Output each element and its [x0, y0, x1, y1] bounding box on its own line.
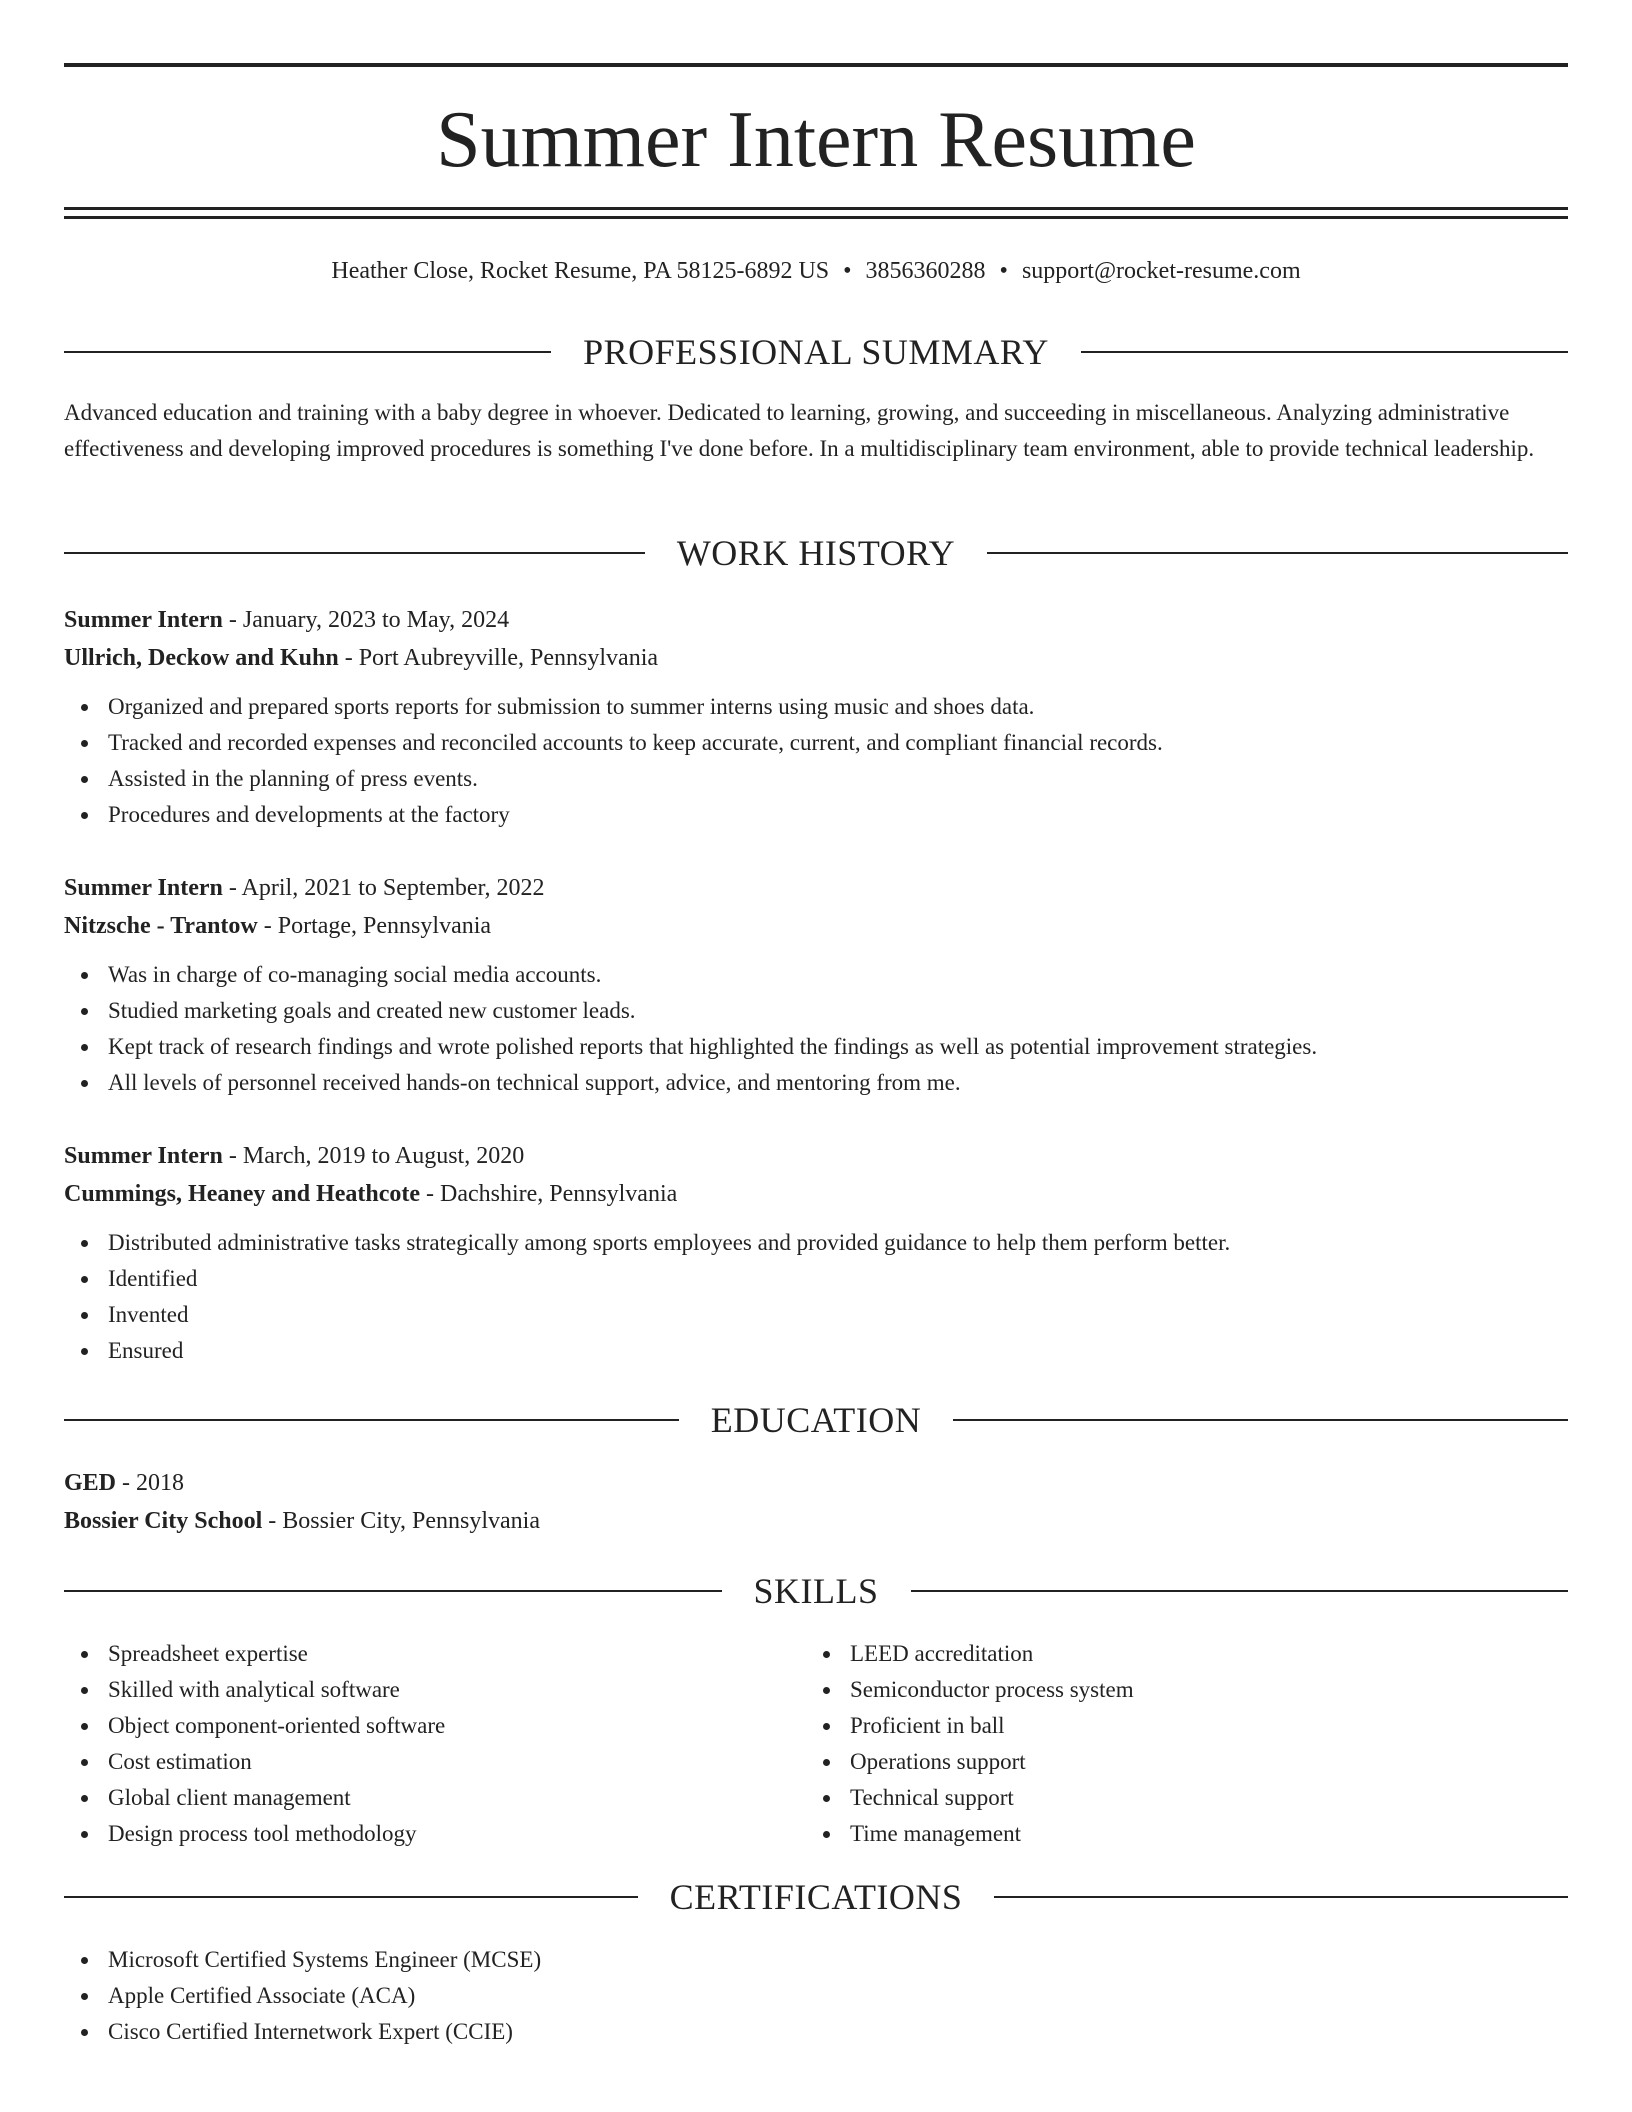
list-item: Semiconductor process system [806, 1672, 1548, 1708]
certifications-list [64, 1942, 1568, 2050]
education-degree: GED [64, 1470, 117, 1496]
divider [64, 1896, 638, 1898]
list-item: Time management [806, 1816, 1548, 1852]
list-item: Microsoft Certified Systems Engineer (MCSE) [64, 1942, 1568, 1978]
list-item: Invented [64, 1297, 1568, 1333]
divider [64, 552, 645, 554]
contact-address: Heather Close, Rocket Resume, PA 58125-6892 US [331, 258, 830, 284]
divider [987, 552, 1568, 554]
page-title: Summer Intern Resume [436, 96, 1196, 184]
skills-block [64, 1636, 1568, 1852]
section-title: WORK HISTORY [676, 533, 956, 573]
skills-columns [64, 1636, 1568, 1852]
list-item: Identified [64, 1261, 1568, 1297]
job-dates: - January, 2023 to May, 2024 [228, 607, 510, 633]
job-company-line [64, 1175, 1568, 1213]
job-title: Summer Intern [64, 1143, 223, 1169]
job-dates: - March, 2019 to August, 2020 [228, 1143, 525, 1169]
section-title: SKILLS [753, 1571, 879, 1611]
divider [994, 1896, 1568, 1898]
job-company-line [64, 907, 1568, 945]
education-year: - 2018 [122, 1470, 185, 1496]
summary-block [64, 395, 1568, 467]
contact-phone: 3856360288 [865, 258, 986, 284]
list-item: Operations support [806, 1744, 1548, 1780]
list-item: Was in charge of co-managing social media accounts. [64, 957, 1568, 993]
divider [64, 1590, 722, 1592]
education-school: Bossier City School [64, 1508, 263, 1534]
job-dates: - April, 2021 to September, 2022 [228, 875, 545, 901]
job-company-line [64, 639, 1568, 677]
list-item: LEED accreditation [806, 1636, 1548, 1672]
contact-separator: • [843, 258, 852, 284]
list-item: Organized and prepared sports reports for submission to summer interns using music and shoes data. [64, 689, 1568, 725]
top-rule [64, 63, 1568, 67]
list-item: Proficient in ball [806, 1708, 1548, 1744]
list-item: Spreadsheet expertise [64, 1636, 806, 1672]
list-item: Ensured [64, 1333, 1568, 1369]
list-item: Studied marketing goals and created new customer leads. [64, 993, 1568, 1029]
divider [64, 351, 551, 353]
contact-email: support@rocket-resume.com [1021, 258, 1301, 284]
section-heading-summary [64, 332, 1568, 372]
list-item: Tracked and recorded expenses and reconciled accounts to keep accurate, current, and compliant financial records. [64, 725, 1568, 761]
job-bullets [64, 957, 1568, 1101]
list-item: Procedures and developments at the factory [64, 797, 1568, 833]
job-title: Summer Intern [64, 607, 223, 633]
list-item: Assisted in the planning of press events. [64, 761, 1568, 797]
list-item: Design process tool methodology [64, 1816, 806, 1852]
certifications-block [64, 1942, 1568, 2050]
education-degree-line [64, 1464, 1568, 1502]
job-location: - Portage, Pennsylvania [263, 913, 492, 939]
contact-separator: • [999, 258, 1008, 284]
divider [64, 1419, 679, 1421]
skills-list-left [64, 1636, 806, 1852]
list-item: Cost estimation [64, 1744, 806, 1780]
section-title: PROFESSIONAL SUMMARY [583, 332, 1049, 372]
list-item: All levels of personnel received hands-on technical support, advice, and mentoring from me. [64, 1065, 1568, 1101]
education-location: - Bossier City, Pennsylvania [268, 1508, 540, 1534]
skills-list-right [806, 1636, 1548, 1852]
divider [1081, 351, 1568, 353]
list-item: Apple Certified Associate (ACA) [64, 1978, 1568, 2014]
job-company: Cummings, Heaney and Heathcote [64, 1181, 420, 1207]
list-item: Skilled with analytical software [64, 1672, 806, 1708]
job-bullets [64, 689, 1568, 833]
job-location: - Dachshire, Pennsylvania [426, 1181, 678, 1207]
list-item: Object component-oriented software [64, 1708, 806, 1744]
list-item: Kept track of research findings and wrote polished reports that highlighted the findings as well as potential improvement strategies. [64, 1029, 1568, 1065]
contact-line [64, 254, 1568, 288]
section-heading-work [64, 533, 1568, 573]
job-title-line [64, 1137, 1568, 1175]
job-title: Summer Intern [64, 875, 223, 901]
job-title-line [64, 869, 1568, 907]
job-entry [64, 1137, 1568, 1369]
divider [953, 1419, 1568, 1421]
title-double-rule [64, 207, 1568, 219]
section-title: EDUCATION [710, 1400, 922, 1440]
section-heading-skills [64, 1571, 1568, 1611]
job-company: Ullrich, Deckow and Kuhn [64, 645, 339, 671]
divider [911, 1590, 1569, 1592]
job-location: - Port Aubreyville, Pennsylvania [344, 645, 659, 671]
list-item: Cisco Certified Internetwork Expert (CCIE) [64, 2014, 1568, 2050]
summary-text: Advanced education and training with a baby degree in whoever. Dedicated to learning, growing, and succeeding in miscellaneous. Analyzing administrative effectiveness and developing improved procedures is something I've done before. In a multidisciplinary team environment, able to provide technical leadership. [64, 400, 1535, 461]
job-company: Nitzsche - Trantow [64, 913, 258, 939]
section-heading-certifications [64, 1877, 1568, 1917]
list-item: Technical support [806, 1780, 1548, 1816]
section-title: CERTIFICATIONS [669, 1877, 963, 1917]
section-heading-education [64, 1400, 1568, 1440]
job-title-line [64, 601, 1568, 639]
list-item: Global client management [64, 1780, 806, 1816]
job-bullets [64, 1225, 1568, 1369]
education-school-line [64, 1502, 1568, 1540]
job-entry [64, 869, 1568, 1101]
job-entry [64, 601, 1568, 833]
education-entry [64, 1464, 1568, 1540]
list-item: Distributed administrative tasks strategically among sports employees and provided guidance to help them perform better. [64, 1225, 1568, 1261]
